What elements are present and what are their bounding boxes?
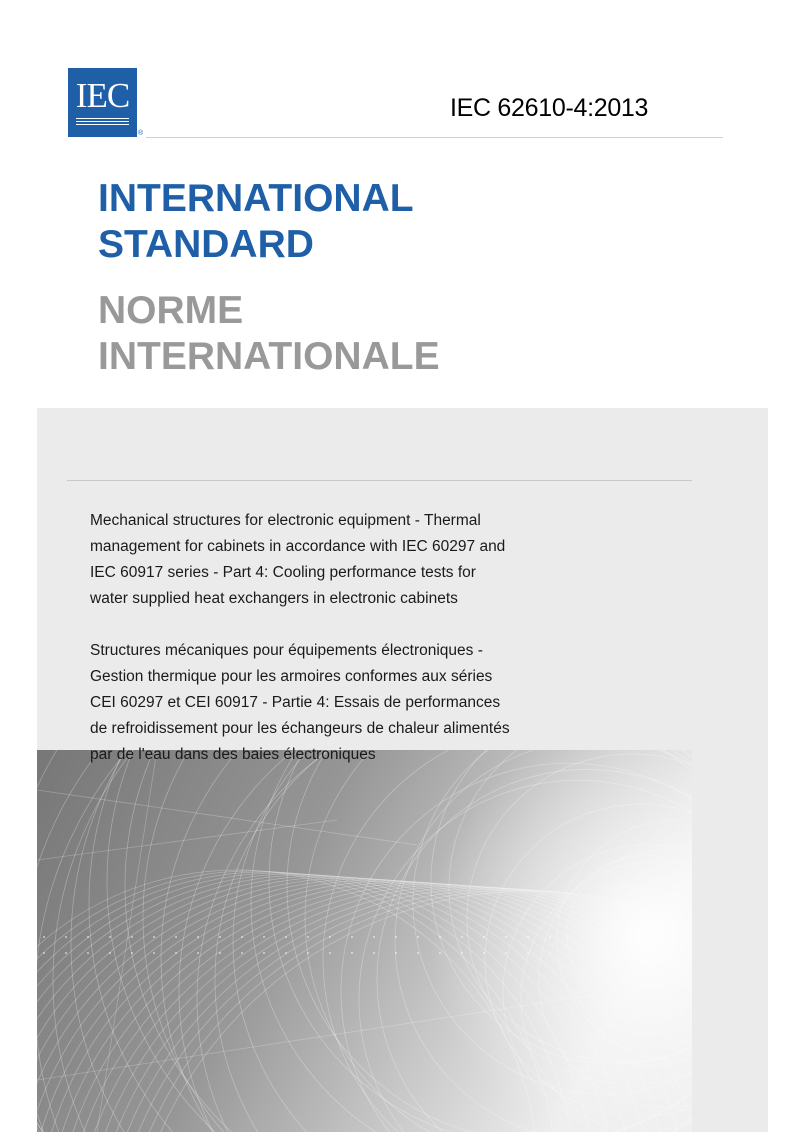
description-line: CEI 60297 et CEI 60917 - Partie 4: Essais de performances xyxy=(90,694,501,711)
title-en-line: STANDARD xyxy=(98,223,314,266)
iec-logo xyxy=(68,68,137,137)
description-line: par de l'eau dans des baies électroniques xyxy=(90,746,376,763)
registered-mark: ® xyxy=(138,130,144,137)
description-line: Gestion thermique pour les armoires conformes aux séries xyxy=(90,668,493,685)
description-line: Mechanical structures for electronic equipment - Thermal xyxy=(90,512,481,529)
description-line: de refroidissement pour les échangeurs de chaleur alimentés xyxy=(90,720,510,737)
description-french xyxy=(90,638,570,768)
title-fr-line: NORME xyxy=(98,289,244,332)
panel-divider xyxy=(67,480,692,481)
iec-logo-text: IEC xyxy=(75,76,130,115)
description-english xyxy=(90,508,570,612)
description-line: water supplied heat exchangers in electronic cabinets xyxy=(90,590,458,607)
description-line: management for cabinets in accordance with IEC 60297 and xyxy=(90,538,506,555)
title-french xyxy=(98,288,440,380)
iec-logo-lines xyxy=(76,118,129,127)
cover-graphic xyxy=(37,750,692,1132)
title-english xyxy=(98,176,414,268)
title-en-line: INTERNATIONAL xyxy=(98,177,414,220)
document-number: IEC 62610-4:2013 xyxy=(450,94,649,122)
description-line: IEC 60917 series - Part 4: Cooling performance tests for xyxy=(90,564,476,581)
description-line: Structures mécaniques pour équipements électroniques - xyxy=(90,642,483,659)
title-fr-line: INTERNATIONALE xyxy=(98,335,440,378)
header-divider xyxy=(146,137,723,138)
